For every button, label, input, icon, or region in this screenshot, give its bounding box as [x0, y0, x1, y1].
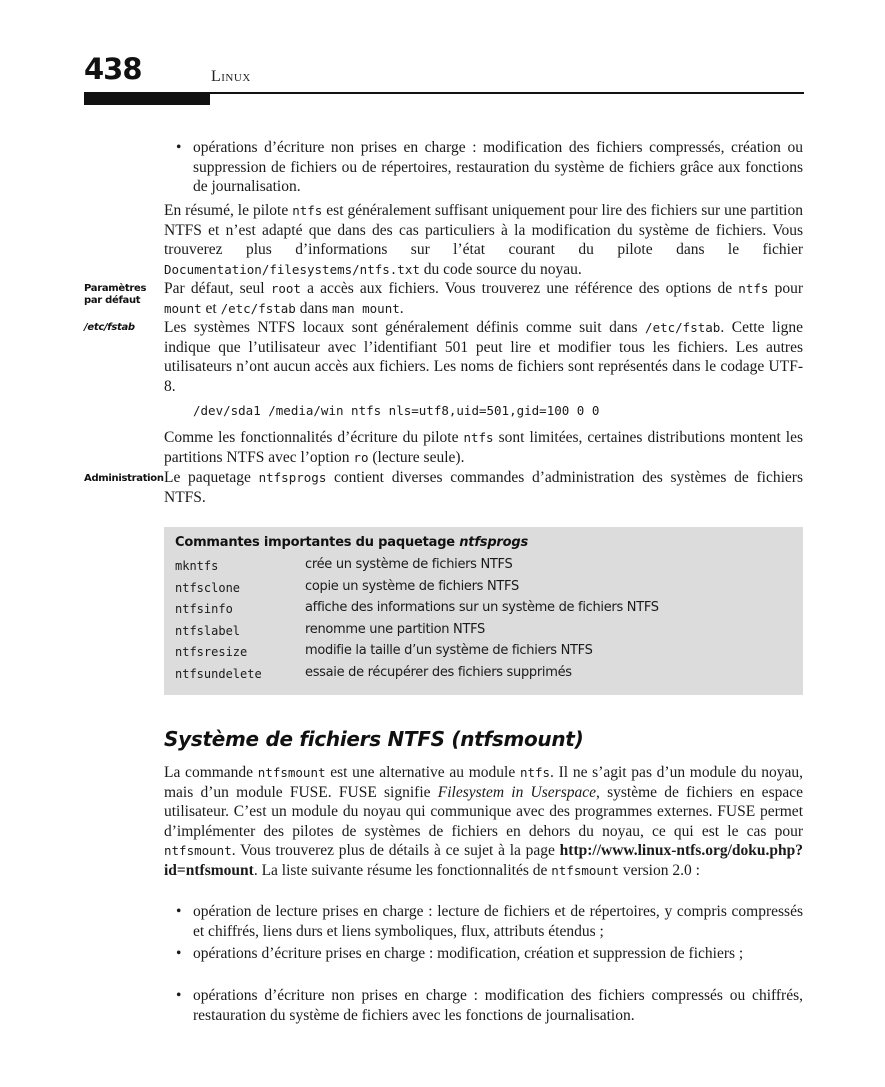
command-description: copie un système de fichiers NTFS: [305, 578, 519, 594]
table-row: [175, 621, 795, 642]
text-run: dans: [295, 299, 333, 317]
bullet-icon: •: [176, 139, 182, 156]
code-run: ntfs: [292, 203, 323, 218]
code-run: Documentation/filesystems/ntfs.txt: [164, 261, 420, 277]
text-run: Les systèmes NTFS locaux sont généralement définis comme suit dans: [164, 319, 646, 336]
code-run: ntfs: [519, 765, 551, 780]
text-run: Le paquetage: [164, 469, 259, 486]
text-run: contient diverses commandes d’administration des systèmes de fichiers NTFS.: [164, 469, 803, 506]
paragraph-readonly: [164, 428, 803, 467]
table-title-text: Commantes importantes du paquetage: [175, 535, 460, 550]
command-name: ntfsundelete: [175, 666, 262, 681]
text-run: sont limitées, certaines distributions montent les partitions NTFS avec l’option: [164, 429, 804, 466]
code-run: mount: [164, 300, 202, 316]
text-run: et: [201, 299, 221, 317]
list-item-text: opérations d’écriture prises en charge : modification, création et suppression de fichiers ;: [193, 945, 744, 962]
text-run: . La liste suivante résume les fonctionnalités de: [253, 861, 552, 879]
header-rule-block: [84, 92, 210, 105]
bullet-icon: •: [176, 903, 182, 920]
code-run: ntfs: [463, 430, 494, 445]
list-item: [176, 986, 803, 1025]
list-item-text: opération de lecture prises en charge : lecture de fichiers et de répertoires, y compris compressés et chiffrés, liens durs et liens symboliques, flux, attributs étendus ;: [193, 903, 803, 940]
section-title-command: ntfsmount: [460, 727, 575, 751]
table-title: [175, 535, 528, 550]
command-name: ntfsclone: [175, 580, 241, 595]
url-link[interactable]: http://www.linux-ntfs.org/doku.php?id=ntfsmount: [164, 842, 803, 879]
table-row: [175, 642, 795, 663]
code-run: ntfsmount: [164, 843, 232, 858]
table-row: [175, 664, 795, 685]
table-row: [175, 599, 795, 620]
section-title-text: Système de fichiers NTFS (: [164, 727, 461, 751]
text-run: est généralement suffisant uniquement pour lire des fichiers sur une partition NTFS et n’est adapté que dans des cas particuliers à la modification du système de fichiers. Vous trouverez plus d’informations sur l’état courant du pilote dans le fichier: [164, 202, 803, 258]
bullet-icon: •: [176, 987, 182, 1004]
code-run: ntfsmount: [551, 862, 619, 878]
code-run: ntfsprogs: [258, 470, 327, 485]
text-run: du code source du noyau.: [419, 260, 582, 278]
list-item: [176, 902, 803, 941]
text-run: . Cette ligne indique que l’utilisateur avec l’identifiant 501 peut lire et modifier tous les fichiers. Les autres utilisateurs n’ont aucun accès aux fichiers. Les noms de fichiers sont représentés dans le codage UTF-8.: [164, 319, 803, 395]
emphasis-run: Filesystem in Userspace: [437, 783, 596, 801]
command-name: ntfslabel: [175, 623, 241, 638]
paragraph-resume: [164, 201, 803, 279]
command-description: affiche des informations sur un système de fichiers NTFS: [305, 600, 659, 615]
command-description: essaie de récupérer des fichiers supprimés: [305, 664, 572, 680]
text-run: . Il ne s’agit pas d’un module du noyau, mais d’un module FUSE. FUSE signifie: [164, 764, 803, 801]
text-run: . Vous trouverez plus de détails à ce sujet à la page: [231, 842, 560, 859]
text-run: , système de fichiers en espace utilisateur. C’est un module du noyau qui communique avec des programmes externes. FUSE permet d’implémenter des pilotes de systèmes de fichiers en dehors du noyau, ce qui est le cas pour: [164, 783, 803, 840]
table-row: [175, 556, 795, 577]
code-run: /etc/fstab: [220, 300, 296, 316]
list-item: [176, 944, 803, 964]
section-title-text: ): [574, 727, 584, 751]
text-run: a accès aux fichiers. Vous trouverez une référence des options de: [300, 280, 739, 297]
text-run: En résumé, le pilote: [164, 202, 293, 219]
code-run: ntfsmount: [257, 765, 326, 780]
code-block: /dev/sda1 /media/win ntfs nls=utf8,uid=501,gid=100 0 0: [193, 403, 600, 418]
code-run: ntfs: [738, 281, 769, 296]
text-run: Par défaut, seul: [164, 280, 271, 297]
paragraph-fstab: [164, 318, 803, 396]
table-row: [175, 578, 795, 599]
code-run: /etc/fstab: [645, 320, 721, 335]
paragraph-fuse: [164, 763, 803, 880]
command-table: [164, 527, 803, 695]
text-run: pour: [768, 280, 804, 297]
bullet-icon: •: [176, 945, 182, 962]
page-number: 438: [84, 52, 142, 86]
section-title: [164, 727, 583, 751]
text-run: (lecture seule).: [368, 448, 465, 466]
paragraph-admin: [164, 468, 803, 507]
list-item-text: opérations d’écriture non prises en charge : modification des fichiers compressés ou chiffrés, restauration du système de fichiers avec les fonctions de journalisation.: [193, 987, 803, 1024]
code-run: ro: [353, 449, 369, 465]
list-item: [176, 138, 803, 197]
text-run: La commande: [164, 764, 258, 781]
table-title-package: ntfsprogs: [459, 535, 529, 550]
text-run: est une alternative au module: [325, 764, 520, 781]
text-run: .: [399, 299, 404, 317]
command-description: crée un système de fichiers NTFS: [305, 557, 513, 572]
text-run: Comme les fonctionnalités d’écriture du pilote: [164, 429, 464, 446]
command-name: mkntfs: [175, 559, 219, 573]
running-title: Linux: [211, 68, 251, 85]
text-run: version 2.0 :: [618, 861, 700, 879]
margin-note-fstab: /etc/fstab: [84, 322, 135, 333]
margin-note-defaults: Paramètres par défaut: [84, 283, 147, 306]
paragraph-defaults: [164, 279, 803, 318]
command-name: ntfsresize: [175, 645, 248, 659]
list-item-text: opérations d’écriture non prises en charge : modification des fichiers compressés, création ou suppression de fichiers ou de répertoires, restauration du système de fichiers grâce aux fonctions de journalisation.: [193, 139, 803, 195]
command-description: modifie la taille d’un système de fichiers NTFS: [305, 643, 593, 658]
code-run: root: [270, 281, 301, 296]
margin-note-admin: Administration: [84, 473, 164, 484]
command-description: renomme une partition NTFS: [305, 621, 485, 637]
command-name: ntfsinfo: [175, 602, 233, 616]
code-run: man mount: [332, 300, 400, 316]
